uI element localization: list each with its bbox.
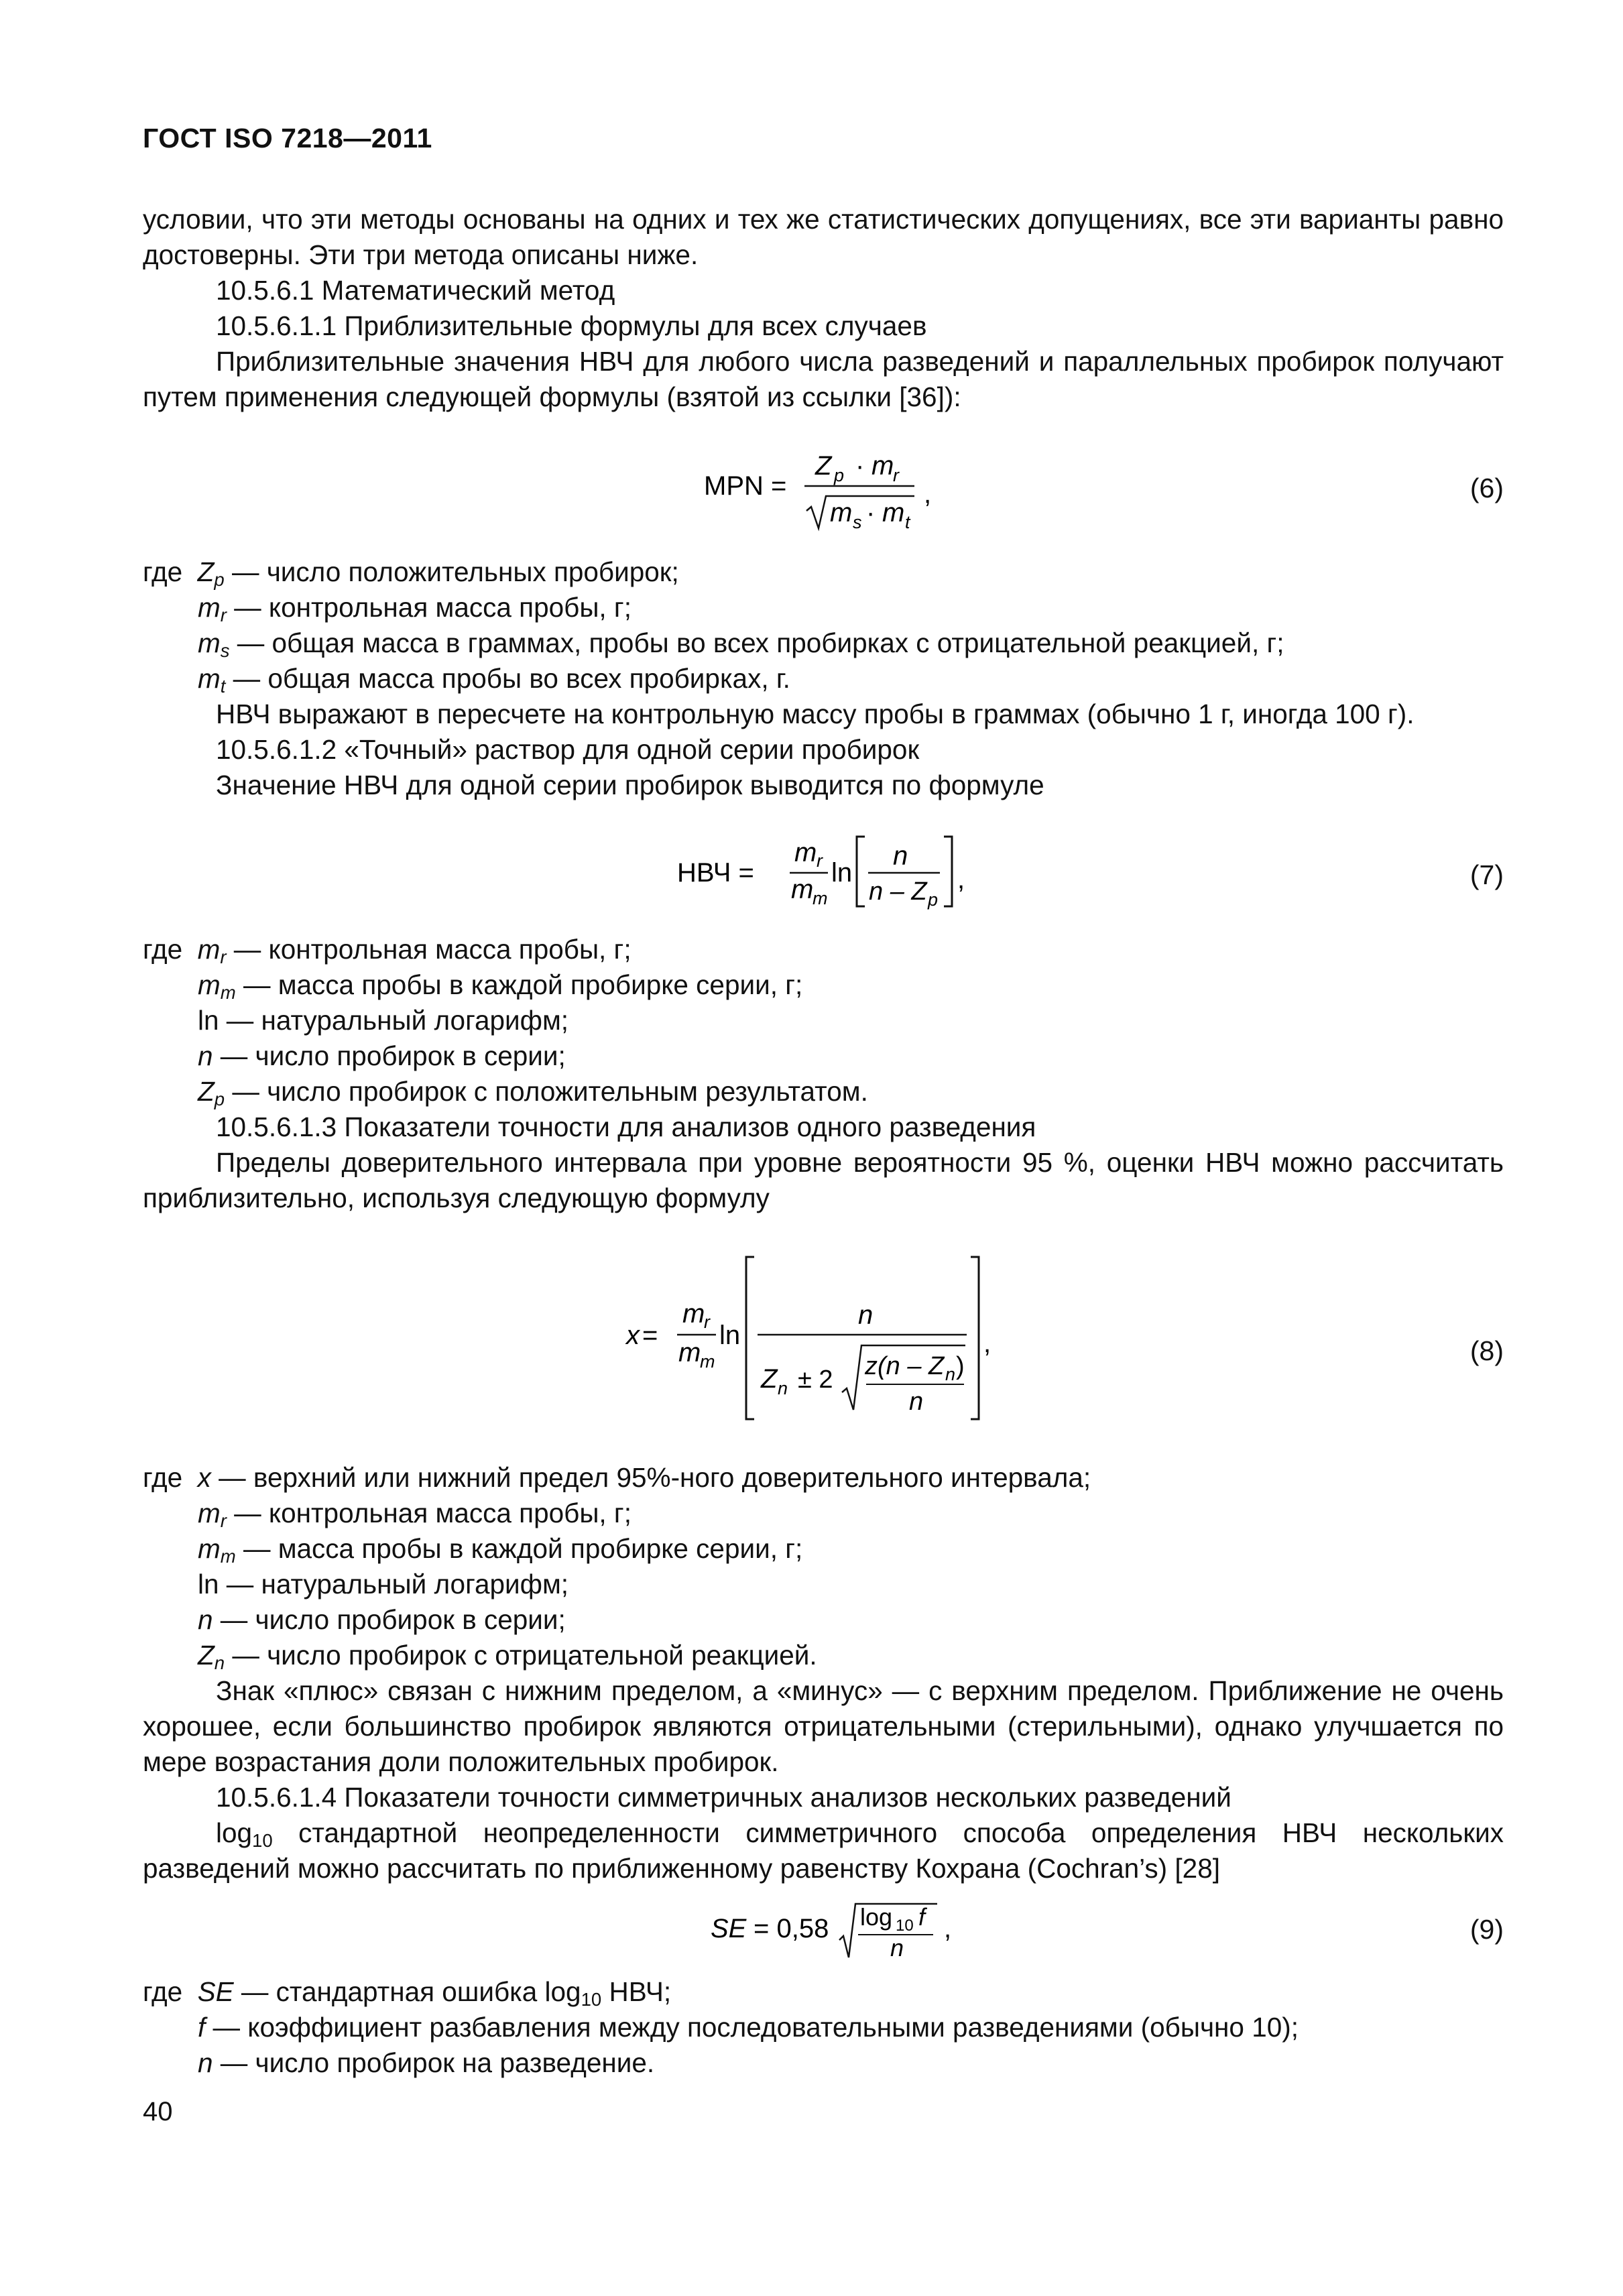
legend-item: ln — натуральный логарифм; bbox=[198, 1569, 569, 1599]
bracket-left bbox=[746, 1257, 754, 1419]
section-heading: 10.5.6.1.1 Приблизительные формулы для всех случаев bbox=[216, 310, 927, 341]
section-heading: 10.5.6.1.2 «Точный» раствор для одной серии пробирок bbox=[216, 734, 920, 765]
formula-punct: , bbox=[944, 1914, 952, 1943]
formula-subscript: r bbox=[893, 465, 899, 485]
legend-text: — стандартная ошибка log bbox=[233, 1976, 581, 2007]
bracket-right bbox=[944, 837, 952, 906]
formula-operator: ln bbox=[831, 858, 853, 888]
formula-subscript: p bbox=[928, 890, 939, 910]
section-heading: 10.5.6.1.3 Показатели точности для анализов одного разведения bbox=[216, 1111, 1036, 1142]
legend-7 bbox=[143, 932, 1504, 1216]
formula-symbol: Z bbox=[815, 451, 832, 481]
paragraph-subscript: 10 bbox=[252, 1829, 273, 1851]
formula-symbol: Z bbox=[761, 1364, 778, 1394]
legend-item: $m_m$ — масса пробы в каждой пробирке серии, г; bbox=[198, 969, 803, 1003]
legend-item: $m_r$ — контрольная масса пробы, г; bbox=[198, 592, 632, 625]
bracket-right bbox=[971, 1257, 979, 1419]
legend-subscript: s bbox=[220, 640, 230, 661]
formula-symbol: x bbox=[626, 1321, 640, 1350]
legend-lead: где bbox=[143, 934, 183, 965]
formula-operator: · bbox=[866, 498, 876, 528]
paragraph: Знак «плюс» связан с нижним пределом, а «минус» — с верхним пределом. Приближение не очень хорошее, если большинство пробирок являются отрицательными (стерильными), однако улучшается по мере возрастания доли положительных пробирок. bbox=[143, 1675, 1504, 1777]
formula-subscript: r bbox=[704, 1312, 710, 1332]
paragraph: НВЧ выражают в пересчете на контрольную массу пробы в граммах (обычно 1 г, иногда 100 г). bbox=[216, 699, 1415, 729]
legend-subscript: p bbox=[214, 568, 225, 590]
formula-6 bbox=[684, 436, 952, 536]
formula-subscript: m bbox=[813, 888, 828, 908]
legend-text: — коэффициент разбавления между последовательными разведениями (обычно 10); bbox=[205, 2012, 1299, 2043]
formula-subscript: n bbox=[945, 1364, 956, 1384]
legend-item: n — число пробирок в серии; bbox=[198, 1040, 566, 1071]
legend-item: где x — верхний или нижний предел 95%-ного доверительного интервала; bbox=[143, 1462, 1091, 1493]
legend-item: $m_r$ — контрольная масса пробы, г; bbox=[198, 1498, 632, 1531]
formula-operator: ln bbox=[719, 1321, 741, 1350]
legend-subscript: r bbox=[220, 604, 227, 625]
legend-lead: где bbox=[143, 1462, 183, 1493]
legend-text: — контрольная масса пробы, г; bbox=[226, 934, 632, 965]
legend-text: — общая масса пробы во всех пробирках, г. bbox=[225, 663, 790, 694]
formula-operator: = 0,58 bbox=[754, 1914, 829, 1943]
formula-operator: = bbox=[642, 1321, 658, 1350]
legend-text: — общая масса в граммах, пробы во всех пробирках с отрицательной реакцией, г; bbox=[229, 627, 1284, 658]
document-header: ГОСТ ISO 7218—2011 bbox=[143, 123, 432, 154]
formula-lhs: MPN = bbox=[704, 471, 787, 501]
legend-subscript: 10 bbox=[581, 1988, 602, 2010]
formula-number: (7) bbox=[1469, 859, 1504, 890]
formula-punct: ) bbox=[956, 1352, 965, 1380]
legend-item: n — число пробирок на разведение. bbox=[198, 2047, 655, 2078]
legend-subscript: t bbox=[220, 675, 226, 697]
legend-text: — число пробирок с положительным результатом. bbox=[225, 1076, 868, 1107]
formula-symbol: m bbox=[678, 1338, 701, 1368]
formula-symbol: z(n – Z bbox=[865, 1352, 945, 1380]
legend-text: — число положительных пробирок; bbox=[224, 556, 679, 587]
legend-text: — число пробирок в серии; bbox=[213, 1604, 566, 1635]
formula-symbol: n bbox=[893, 841, 908, 871]
legend-text: — масса пробы в каждой пробирке серии, г; bbox=[235, 969, 803, 1000]
formula-symbol: m bbox=[871, 451, 894, 481]
paragraph: условии, что эти методы основаны на одних и тех же статистических допущениях, все эти варианты равно достоверны. Эти три метода описаны ниже. bbox=[143, 204, 1504, 270]
legend-lead: где bbox=[143, 1976, 183, 2007]
formula-number: (6) bbox=[1469, 473, 1504, 503]
page-number: 40 bbox=[143, 2097, 173, 2126]
legend-item: $m_t$ — общая масса пробы во всех пробирках, г. bbox=[198, 663, 790, 697]
formula-symbol: f bbox=[918, 1903, 926, 1931]
paragraph-text: стандартной неопределенности симметричного способа определения НВЧ нескольких разведений можно рассчитать по приближенному равенству Кохрана (Cochran’s) [28] bbox=[143, 1817, 1504, 1884]
legend-text: — число пробирок на разведение. bbox=[213, 2047, 655, 2078]
legend-text: — число пробирок в серии; bbox=[213, 1040, 566, 1071]
legend-item: $m_m$ — масса пробы в каждой пробирке серии, г; bbox=[198, 1533, 803, 1567]
text-block-intro bbox=[143, 202, 1504, 415]
legend-item: $m_s$ — общая масса в граммах, пробы во всех пробирках с отрицательной реакцией, г; bbox=[198, 627, 1284, 661]
formula-symbol: SE bbox=[711, 1914, 747, 1943]
formula-symbol: n bbox=[890, 1934, 904, 1961]
formula-symbol: m bbox=[682, 1299, 705, 1329]
legend-text: — число пробирок с отрицательной реакцией. bbox=[225, 1640, 817, 1671]
formula-9 bbox=[697, 1890, 979, 1971]
formula-subscript: n bbox=[778, 1378, 788, 1398]
formula-symbol: m bbox=[882, 498, 905, 528]
paragraph: Значение НВЧ для одной серии пробирок выводится по формуле bbox=[216, 770, 1044, 800]
legend-9 bbox=[143, 1974, 1504, 2081]
formula-symbol: m bbox=[794, 838, 817, 867]
paragraph-text: log bbox=[216, 1817, 253, 1848]
formula-operator: · bbox=[855, 451, 865, 481]
legend-item: $Z_n$ — число пробирок с отрицательной реакцией. bbox=[198, 1640, 817, 1673]
formula-subscript: m bbox=[700, 1351, 715, 1372]
formula-subscript: t bbox=[905, 512, 910, 532]
bracket-left bbox=[857, 837, 865, 906]
formula-operator: ± 2 bbox=[798, 1366, 833, 1394]
formula-punct: , bbox=[957, 865, 965, 894]
section-heading: 10.5.6.1 Математический метод bbox=[216, 275, 615, 306]
legend-item: ln — натуральный логарифм; bbox=[198, 1005, 569, 1036]
formula-punct: , bbox=[924, 479, 932, 509]
formula-symbol: n bbox=[858, 1301, 874, 1330]
legend-item: f — коэффициент разбавления между последовательными разведениями (обычно 10); bbox=[198, 2012, 1299, 2043]
formula-number: (8) bbox=[1469, 1335, 1504, 1366]
legend-item: где SE — стандартная ошибка $\log_{10}$ НВЧ; bbox=[143, 1976, 672, 2010]
legend-6 bbox=[143, 554, 1504, 803]
legend-item: где $Z_p$ — число положительных пробирок; bbox=[143, 556, 679, 590]
formula-8 bbox=[617, 1244, 1032, 1431]
legend-8 bbox=[143, 1460, 1504, 1886]
formula-operator: log bbox=[860, 1903, 893, 1931]
legend-text: НВЧ; bbox=[601, 1976, 672, 2007]
formula-symbol: n – Z bbox=[869, 878, 927, 906]
formula-7 bbox=[664, 825, 999, 918]
formula-lhs: НВЧ = bbox=[677, 858, 754, 888]
legend-item: $Z_p$ — число пробирок с положительным результатом. bbox=[198, 1076, 868, 1109]
legend-text: — контрольная масса пробы, г; bbox=[226, 592, 632, 623]
formula-number: (9) bbox=[1469, 1914, 1504, 1945]
formula-punct: , bbox=[983, 1329, 991, 1358]
paragraph bbox=[143, 1815, 1504, 1886]
formula-symbol: n bbox=[909, 1388, 924, 1416]
paragraph: Приблизительные значения НВЧ для любого числа разведений и параллельных пробирок получают путем применения следующей формулы (взятой из ссылки [36]): bbox=[143, 346, 1504, 412]
section-heading: 10.5.6.1.4 Показатели точности симметричных анализов нескольких разведений bbox=[216, 1782, 1231, 1813]
formula-subscript: p bbox=[834, 465, 845, 485]
formula-symbol: m bbox=[830, 498, 853, 528]
legend-item: где $m_r$ — контрольная масса пробы, г; bbox=[143, 934, 632, 967]
legend-lead: где bbox=[143, 556, 183, 587]
legend-text: — масса пробы в каждой пробирке серии, г; bbox=[235, 1533, 803, 1564]
formula-subscript: r bbox=[817, 851, 823, 871]
formula-subscript: s bbox=[853, 512, 862, 532]
formula-subscript: 10 bbox=[896, 1917, 914, 1935]
legend-item: n — число пробирок в серии; bbox=[198, 1604, 566, 1635]
formula-symbol: m bbox=[791, 875, 814, 904]
legend-text: — контрольная масса пробы, г; bbox=[226, 1498, 632, 1528]
legend-text: — верхний или нижний предел 95%-ного доверительного интервала; bbox=[211, 1462, 1091, 1493]
paragraph: Пределы доверительного интервала при уровне вероятности 95 %, оценки НВЧ можно рассчитать приблизительно, используя следующую формулу bbox=[143, 1147, 1504, 1213]
